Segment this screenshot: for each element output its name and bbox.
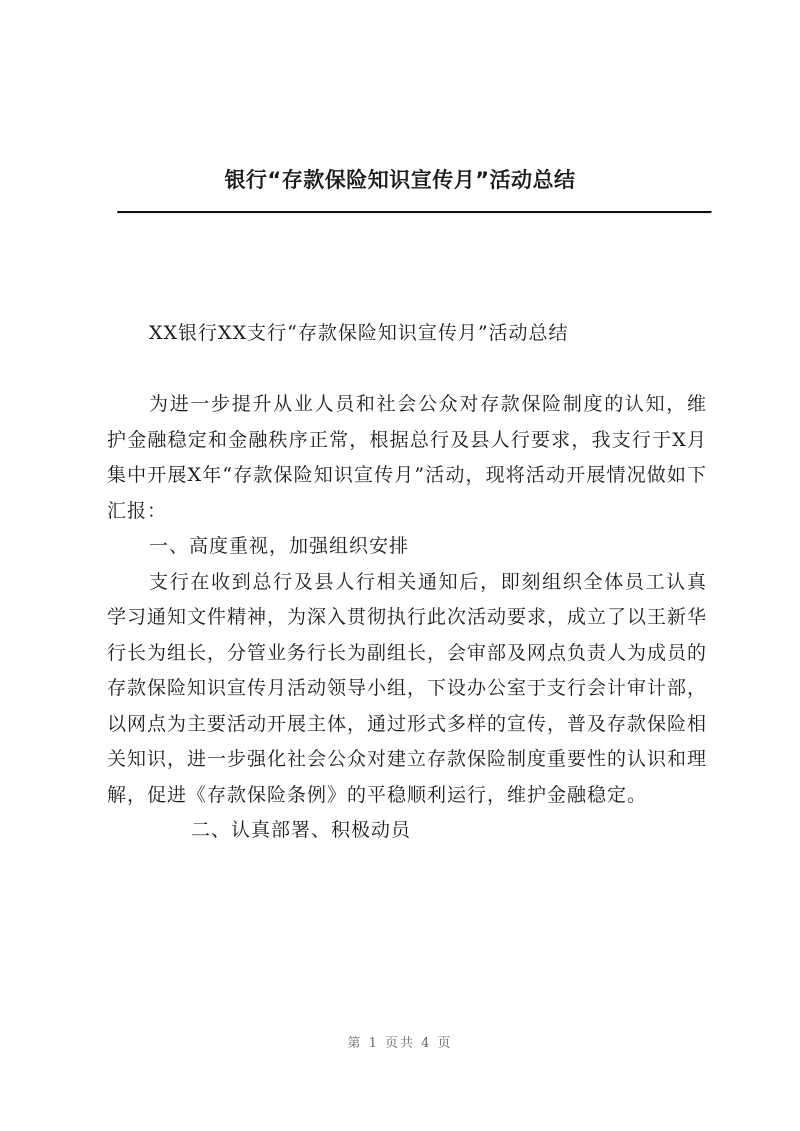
page-number-footer: 第 1 页共 4 页 xyxy=(347,1036,453,1051)
document-subtitle: XX银行XX支行“存款保险知识宣传月”活动总结 xyxy=(149,322,569,344)
document-title: 银行“存款保险知识宣传月”活动总结 xyxy=(224,168,576,192)
intro-paragraph: 为进一步提升从业人员和社会公众对存款保险制度的认知，维护金融稳定和金融秩序正常，根据总行及县人行要求，我支行于X月集中开展X年“存款保险知识宣传月”活动，现将活动开展情况做如下汇报： xyxy=(107,393,707,522)
section-heading-1: 一、高度重视，加强组织安排 xyxy=(149,535,410,557)
document-body xyxy=(107,387,707,849)
section-1-paragraph: 支行在收到总行及县人行相关通知后，即刻组织全体员工认真学习通知文件精神，为深入贯彻执行此次活动要求，成立了以王新华行长为组长，分管业务行长为副组长，会审部及网点负责人为成员的存款保险知识宣传月活动领导小组，下设办公室于支行会计审计部，以网点为主要活动开展主体，通过形式多样的宣传，普及存款保险相关知识，进一步强化社会公众对建立存款保险制度重要性的认识和理解，促进《存款保险条例》的平稳顺利运行，维护金融稳定。 xyxy=(107,570,708,806)
title-divider xyxy=(117,211,712,214)
section-heading-2: 二、认真部署、积极动员 xyxy=(191,819,412,841)
